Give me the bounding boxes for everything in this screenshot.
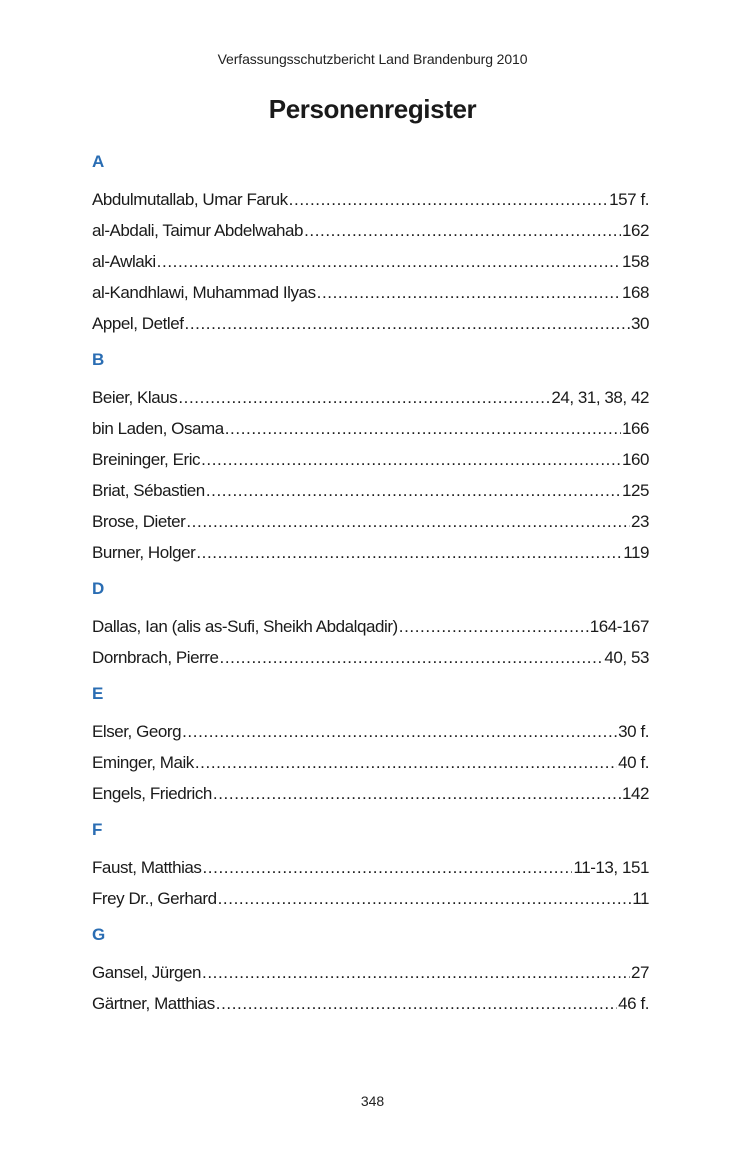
register-entry bbox=[92, 957, 649, 988]
entry-name: Briat, Sébastien bbox=[92, 481, 205, 500]
section-letter: F bbox=[92, 820, 103, 839]
entry-name: Abdulmutallab, Umar Faruk bbox=[92, 190, 288, 209]
register-entry bbox=[92, 852, 649, 883]
register-entry bbox=[92, 506, 649, 537]
dot-leader bbox=[186, 506, 630, 537]
register-entry bbox=[92, 778, 649, 809]
entry-list bbox=[92, 852, 649, 914]
section-a bbox=[92, 148, 649, 339]
entry-pages: 23 bbox=[630, 512, 649, 531]
entry-pages: 142 bbox=[621, 784, 649, 803]
dot-leader bbox=[206, 475, 621, 506]
section-letter: G bbox=[92, 925, 106, 944]
register-entry bbox=[92, 246, 649, 277]
dot-leader bbox=[195, 747, 617, 778]
entry-pages: 164-167 bbox=[589, 617, 649, 636]
dot-leader bbox=[213, 778, 621, 809]
entry-pages: 158 bbox=[621, 252, 649, 271]
entry-pages: 46 f. bbox=[618, 994, 649, 1013]
entry-name: Faust, Matthias bbox=[92, 858, 202, 877]
register-entry bbox=[92, 747, 649, 778]
register-entry bbox=[92, 215, 649, 246]
entry-name: Dallas, Ian (alis as-Sufi, Sheikh Abdalqadir) bbox=[92, 617, 398, 636]
entry-pages: 27 bbox=[630, 963, 649, 982]
dot-leader bbox=[225, 413, 621, 444]
entry-list bbox=[92, 716, 649, 809]
section-letter: B bbox=[92, 350, 105, 369]
entry-pages: 166 bbox=[621, 419, 649, 438]
register-entry bbox=[92, 883, 649, 914]
register-entry bbox=[92, 308, 649, 339]
entry-name: Gansel, Jürgen bbox=[92, 963, 201, 982]
entry-pages: 11-13, 151 bbox=[573, 858, 649, 877]
entry-name: Elser, Georg bbox=[92, 722, 182, 741]
entry-name: Dornbrach, Pierre bbox=[92, 648, 219, 667]
register-entry bbox=[92, 277, 649, 308]
section-d bbox=[92, 575, 649, 673]
entry-name: al-Abdali, Taimur Abdelwahab bbox=[92, 221, 304, 240]
entry-name: al-Kandhlawi, Muhammad Ilyas bbox=[92, 283, 316, 302]
dot-leader bbox=[304, 215, 621, 246]
section-g bbox=[92, 921, 649, 1019]
register-entry bbox=[92, 537, 649, 568]
entry-list bbox=[92, 611, 649, 673]
entry-name: al-Awlaki bbox=[92, 252, 156, 271]
entry-pages: 24, 31, 38, 42 bbox=[551, 388, 649, 407]
dot-leader bbox=[216, 988, 617, 1019]
entry-pages: 119 bbox=[623, 543, 649, 562]
running-header: Verfassungsschutzbericht Land Brandenburg 2010 bbox=[217, 51, 528, 67]
dot-leader bbox=[317, 277, 621, 308]
dot-leader bbox=[202, 852, 572, 883]
entry-name: bin Laden, Osama bbox=[92, 419, 224, 438]
entry-name: Gärtner, Matthias bbox=[92, 994, 215, 1013]
entry-name: Beier, Klaus bbox=[92, 388, 178, 407]
dot-leader bbox=[218, 883, 632, 914]
entry-pages: 160 bbox=[621, 450, 649, 469]
register-entry bbox=[92, 988, 649, 1019]
entry-name: Eminger, Maik bbox=[92, 753, 194, 772]
entry-name: Appel, Detlef bbox=[92, 314, 184, 333]
dot-leader bbox=[185, 308, 630, 339]
register-entry bbox=[92, 611, 649, 642]
dot-leader bbox=[182, 716, 617, 747]
entry-pages: 11 bbox=[632, 889, 649, 908]
section-b bbox=[92, 346, 649, 568]
entry-name: Brose, Dieter bbox=[92, 512, 186, 531]
dot-leader bbox=[178, 382, 550, 413]
section-letter: D bbox=[92, 579, 105, 598]
dot-leader bbox=[399, 611, 589, 642]
entry-pages: 30 f. bbox=[618, 722, 649, 741]
page-title: Personenregister bbox=[268, 94, 477, 124]
entry-name: Burner, Holger bbox=[92, 543, 196, 562]
entry-pages: 40, 53 bbox=[604, 648, 649, 667]
entry-list bbox=[92, 184, 649, 339]
register-entry bbox=[92, 642, 649, 673]
dot-leader bbox=[202, 957, 630, 988]
section-f bbox=[92, 816, 649, 914]
entry-name: Engels, Friedrich bbox=[92, 784, 212, 803]
register-entry bbox=[92, 184, 649, 215]
dot-leader bbox=[289, 184, 608, 215]
dot-leader bbox=[157, 246, 621, 277]
register-entry bbox=[92, 413, 649, 444]
page-number: 348 bbox=[360, 1093, 385, 1109]
register-entry bbox=[92, 444, 649, 475]
person-register bbox=[92, 148, 649, 1026]
entry-list bbox=[92, 382, 649, 568]
entry-pages: 168 bbox=[621, 283, 649, 302]
section-e bbox=[92, 680, 649, 809]
dot-leader bbox=[201, 444, 621, 475]
entry-pages: 30 bbox=[630, 314, 649, 333]
register-entry bbox=[92, 716, 649, 747]
entry-pages: 125 bbox=[621, 481, 649, 500]
entry-list bbox=[92, 957, 649, 1019]
section-letter: A bbox=[92, 152, 105, 171]
entry-name: Breininger, Eric bbox=[92, 450, 201, 469]
dot-leader bbox=[196, 537, 622, 568]
entry-pages: 157 f. bbox=[609, 190, 649, 209]
entry-name: Frey Dr., Gerhard bbox=[92, 889, 217, 908]
register-entry bbox=[92, 382, 649, 413]
entry-pages: 162 bbox=[621, 221, 649, 240]
dot-leader bbox=[220, 642, 604, 673]
entry-pages: 40 f. bbox=[618, 753, 649, 772]
register-entry bbox=[92, 475, 649, 506]
section-letter: E bbox=[92, 684, 104, 703]
